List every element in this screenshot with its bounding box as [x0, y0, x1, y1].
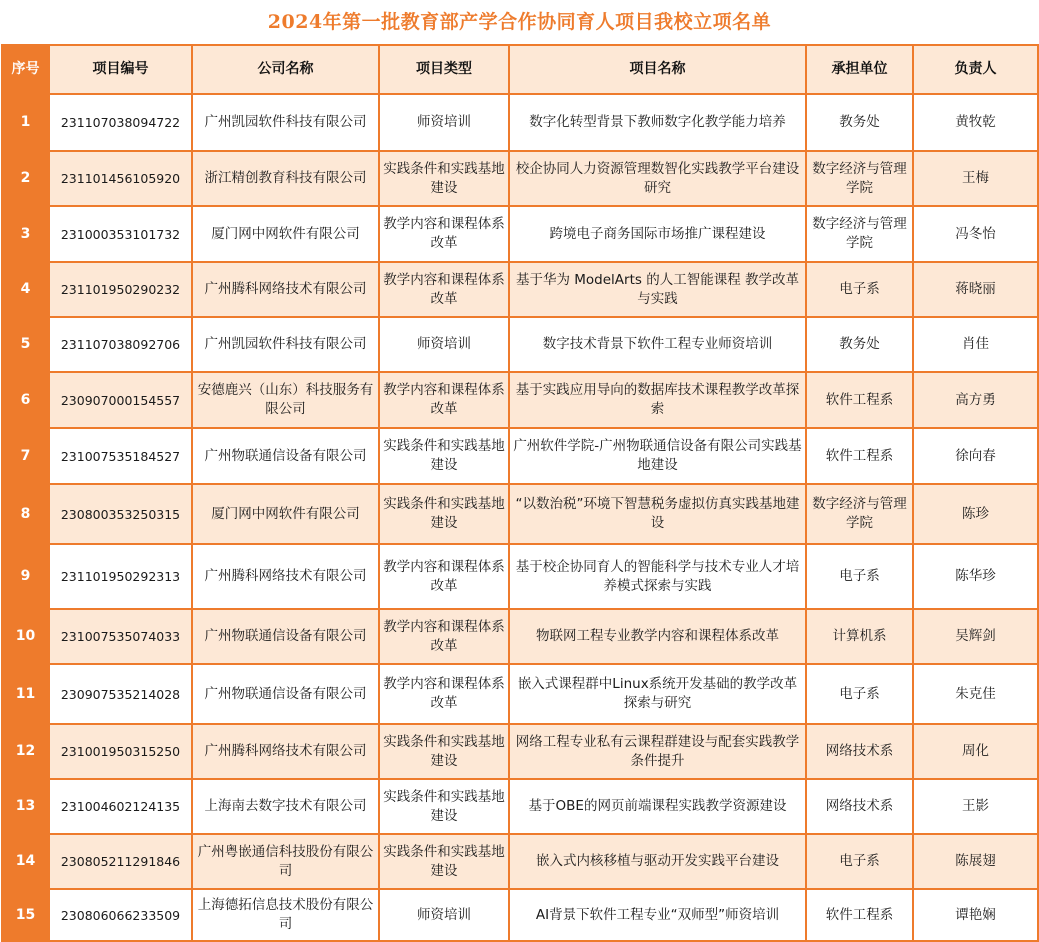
project-type-cell: 实践条件和实践基地建设 [379, 151, 509, 206]
project-type-cell: 教学内容和课程体系改革 [379, 609, 509, 664]
page-title: 2024年第一批教育部产学合作协同育人项目我校立项名单 [267, 11, 772, 33]
company-cell: 广州腾科网络技术有限公司 [192, 544, 379, 609]
project-code-cell: 231007535184527 [49, 428, 192, 484]
leader-cell: 周化 [913, 724, 1038, 779]
project-type-cell: 教学内容和课程体系改革 [379, 544, 509, 609]
table-body [2, 94, 1038, 941]
project-table [1, 44, 1039, 942]
project-code-cell: 231001950315250 [49, 724, 192, 779]
company-cell: 广州物联通信设备有限公司 [192, 664, 379, 724]
project-name-cell: 物联网工程专业教学内容和课程体系改革 [509, 609, 806, 664]
company-cell: 广州腾科网络技术有限公司 [192, 724, 379, 779]
leader-cell: 陈华珍 [913, 544, 1038, 609]
project-code-cell: 230806066233509 [49, 889, 192, 941]
project-type-cell: 实践条件和实践基地建设 [379, 428, 509, 484]
project-type-cell: 实践条件和实践基地建设 [379, 779, 509, 834]
project-code-cell: 231007535074033 [49, 609, 192, 664]
leader-cell: 王影 [913, 779, 1038, 834]
table-row [2, 609, 1038, 664]
project-name-cell: 数字化转型背景下教师数字化教学能力培养 [509, 94, 806, 151]
header-project-code: 项目编号 [49, 45, 192, 94]
project-code-cell: 231107038092706 [49, 317, 192, 372]
company-cell: 浙江精创教育科技有限公司 [192, 151, 379, 206]
leader-cell: 冯冬怡 [913, 206, 1038, 262]
unit-cell: 电子系 [806, 834, 913, 889]
project-name-cell: 网络工程专业私有云课程群建设与配套实践教学条件提升 [509, 724, 806, 779]
index-cell: 10 [2, 609, 49, 664]
index-cell: 4 [2, 262, 49, 317]
header-project-name: 项目名称 [509, 45, 806, 94]
index-cell: 12 [2, 724, 49, 779]
index-cell: 3 [2, 206, 49, 262]
table-row [2, 889, 1038, 941]
index-cell: 7 [2, 428, 49, 484]
table-row [2, 151, 1038, 206]
unit-cell: 软件工程系 [806, 889, 913, 941]
table-row [2, 664, 1038, 724]
company-cell: 上海南去数字技术有限公司 [192, 779, 379, 834]
unit-cell: 数字经济与管理学院 [806, 206, 913, 262]
company-cell: 广州物联通信设备有限公司 [192, 428, 379, 484]
project-name-cell: 数字技术背景下软件工程专业师资培训 [509, 317, 806, 372]
table-row [2, 779, 1038, 834]
project-code-cell: 231101950292313 [49, 544, 192, 609]
leader-cell: 朱克佳 [913, 664, 1038, 724]
unit-cell: 计算机系 [806, 609, 913, 664]
project-type-cell: 教学内容和课程体系改革 [379, 664, 509, 724]
company-cell: 厦门网中网软件有限公司 [192, 484, 379, 544]
table-row [2, 428, 1038, 484]
index-cell: 13 [2, 779, 49, 834]
project-type-cell: 教学内容和课程体系改革 [379, 262, 509, 317]
leader-cell: 高方勇 [913, 372, 1038, 428]
unit-cell: 网络技术系 [806, 779, 913, 834]
project-name-cell: 基于OBE的网页前端课程实践教学资源建设 [509, 779, 806, 834]
header-company: 公司名称 [192, 45, 379, 94]
unit-cell: 数字经济与管理学院 [806, 151, 913, 206]
project-type-cell: 教学内容和课程体系改革 [379, 206, 509, 262]
project-name-cell: 基于华为 ModelArts 的人工智能课程 教学改革与实践 [509, 262, 806, 317]
company-cell: 上海德拓信息技术股份有限公司 [192, 889, 379, 941]
table-row [2, 206, 1038, 262]
table-row [2, 94, 1038, 151]
unit-cell: 软件工程系 [806, 428, 913, 484]
project-type-cell: 实践条件和实践基地建设 [379, 834, 509, 889]
project-code-cell: 230805211291846 [49, 834, 192, 889]
project-code-cell: 231101456105920 [49, 151, 192, 206]
unit-cell: 教务处 [806, 94, 913, 151]
index-cell: 2 [2, 151, 49, 206]
unit-cell: 教务处 [806, 317, 913, 372]
table-row [2, 724, 1038, 779]
project-code-cell: 230907000154557 [49, 372, 192, 428]
unit-cell: 电子系 [806, 262, 913, 317]
project-code-cell: 231107038094722 [49, 94, 192, 151]
header-index: 序号 [2, 45, 49, 94]
table-row [2, 317, 1038, 372]
project-type-cell: 师资培训 [379, 94, 509, 151]
leader-cell: 谭艳娴 [913, 889, 1038, 941]
index-cell: 15 [2, 889, 49, 941]
header-unit: 承担单位 [806, 45, 913, 94]
project-name-cell: AI背景下软件工程专业“双师型”师资培训 [509, 889, 806, 941]
leader-cell: 陈展翅 [913, 834, 1038, 889]
company-cell: 广州粤嵌通信科技股份有限公司 [192, 834, 379, 889]
project-name-cell: “以数治税”环境下智慧税务虚拟仿真实践基地建设 [509, 484, 806, 544]
header-row [2, 45, 1038, 94]
leader-cell: 肖佳 [913, 317, 1038, 372]
project-code-cell: 231000353101732 [49, 206, 192, 262]
unit-cell: 电子系 [806, 544, 913, 609]
index-cell: 8 [2, 484, 49, 544]
table-row [2, 544, 1038, 609]
company-cell: 广州腾科网络技术有限公司 [192, 262, 379, 317]
project-name-cell: 校企协同人力资源管理数智化实践教学平台建设研究 [509, 151, 806, 206]
project-code-cell: 231101950290232 [49, 262, 192, 317]
company-cell: 广州凯园软件科技有限公司 [192, 94, 379, 151]
unit-cell: 数字经济与管理学院 [806, 484, 913, 544]
company-cell: 广州物联通信设备有限公司 [192, 609, 379, 664]
header-leader: 负责人 [913, 45, 1038, 94]
leader-cell: 王梅 [913, 151, 1038, 206]
project-code-cell: 230800353250315 [49, 484, 192, 544]
company-cell: 厦门网中网软件有限公司 [192, 206, 379, 262]
project-name-cell: 基于实践应用导向的数据库技术课程教学改革探索 [509, 372, 806, 428]
project-code-cell: 231004602124135 [49, 779, 192, 834]
header-project-type: 项目类型 [379, 45, 509, 94]
company-cell: 广州凯园软件科技有限公司 [192, 317, 379, 372]
unit-cell: 电子系 [806, 664, 913, 724]
project-type-cell: 师资培训 [379, 317, 509, 372]
index-cell: 5 [2, 317, 49, 372]
unit-cell: 软件工程系 [806, 372, 913, 428]
index-cell: 14 [2, 834, 49, 889]
index-cell: 6 [2, 372, 49, 428]
table-row [2, 262, 1038, 317]
index-cell: 1 [2, 94, 49, 151]
table-row [2, 834, 1038, 889]
project-name-cell: 跨境电子商务国际市场推广课程建设 [509, 206, 806, 262]
leader-cell: 蒋晓丽 [913, 262, 1038, 317]
table-row [2, 484, 1038, 544]
leader-cell: 徐向春 [913, 428, 1038, 484]
index-cell: 9 [2, 544, 49, 609]
project-type-cell: 实践条件和实践基地建设 [379, 484, 509, 544]
unit-cell: 网络技术系 [806, 724, 913, 779]
index-cell: 11 [2, 664, 49, 724]
table-row [2, 372, 1038, 428]
project-name-cell: 嵌入式课程群中Linux系统开发基础的教学改革探索与研究 [509, 664, 806, 724]
leader-cell: 黄牧乾 [913, 94, 1038, 151]
project-name-cell: 嵌入式内核移植与驱动开发实践平台建设 [509, 834, 806, 889]
project-code-cell: 230907535214028 [49, 664, 192, 724]
leader-cell: 吴辉剑 [913, 609, 1038, 664]
project-name-cell: 广州软件学院-广州物联通信设备有限公司实践基地建设 [509, 428, 806, 484]
project-type-cell: 师资培训 [379, 889, 509, 941]
company-cell: 安德鹿兴（山东）科技服务有限公司 [192, 372, 379, 428]
project-type-cell: 实践条件和实践基地建设 [379, 724, 509, 779]
leader-cell: 陈珍 [913, 484, 1038, 544]
project-type-cell: 教学内容和课程体系改革 [379, 372, 509, 428]
project-name-cell: 基于校企协同育人的智能科学与技术专业人才培养模式探索与实践 [509, 544, 806, 609]
